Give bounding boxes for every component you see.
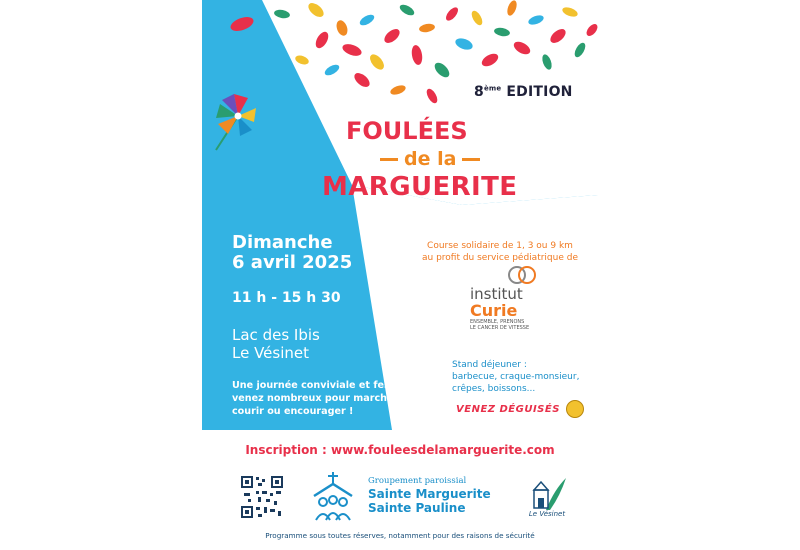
poster <box>202 0 598 550</box>
title-line1: FOULÉES <box>346 117 468 145</box>
stand-info: Stand déjeuner : barbecue, craque-monsieur, crêpes, boissons... <box>452 360 580 394</box>
footer-disclaimer: Programme sous toutes réserves, notamment pour des raisons de sécurité <box>265 531 535 540</box>
event-description: Une journée conviviale et festive : venez nombreux pour marcher, courir ou encourager ! <box>232 380 418 417</box>
inscription: Inscription : www.fouleesdelamarguerite.com <box>245 443 555 457</box>
inscription-link[interactable]: www.fouleesdelamarguerite.com <box>331 443 555 457</box>
title-line2: de la <box>380 148 480 170</box>
edition-label: 8ème EDITION <box>474 84 573 100</box>
event-hours: 11 h - 15 h 30 <box>232 290 341 306</box>
curie-rings-icon <box>504 266 544 284</box>
parish-names: Sainte Marguerite Sainte Pauline <box>368 487 491 515</box>
institut-curie-logo: institut Curie ENSEMBLE, PRENONS LE CANCER DE VITESSE <box>470 266 580 331</box>
qr-code-icon[interactable] <box>240 475 284 519</box>
dash-right <box>462 158 480 161</box>
le-vesinet-label: Le Vésinet <box>528 510 566 518</box>
title-line3: MARGUERITE <box>322 172 518 202</box>
parish-group-label: Groupement paroissial <box>368 476 467 486</box>
venez-deguises: VENEZ DÉGUISÉS <box>456 404 560 415</box>
church-family-icon <box>306 470 360 524</box>
course-info: Course solidaire de 1, 3 ou 9 km au profit du service pédiatrique de <box>421 241 578 263</box>
event-place: Lac des Ibis Le Vésinet <box>232 326 320 362</box>
event-date: Dimanche 6 avril 2025 <box>232 232 353 273</box>
dash-left <box>380 158 398 161</box>
costume-mask-icon <box>566 400 584 418</box>
